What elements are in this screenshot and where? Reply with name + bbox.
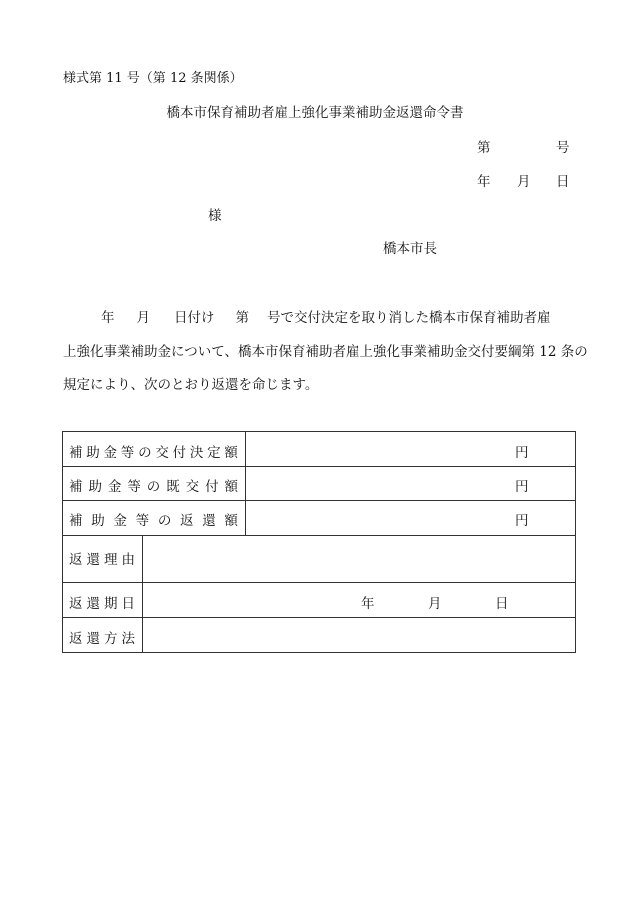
label-char: 補	[69, 513, 83, 529]
refund-due-year: 年	[361, 596, 375, 612]
label-char: 等	[127, 479, 141, 495]
row-label-already-granted-amount	[69, 475, 238, 495]
label-char: 法	[121, 631, 135, 647]
row-unit-grant-decision-amount: 円	[515, 445, 529, 461]
row-label-refund-method	[69, 627, 135, 647]
row-label-grant-decision-amount	[69, 441, 238, 461]
label-char: の	[138, 445, 152, 461]
label-char: 既	[166, 479, 180, 495]
issue-date-month: 月	[517, 174, 531, 190]
row-unit-refund-amount: 円	[515, 513, 529, 529]
label-char: 理	[104, 552, 118, 568]
label-char: 還	[86, 596, 100, 612]
row-label-refund-reason	[69, 548, 135, 568]
document-number-dai: 第	[477, 140, 491, 156]
issue-date-day: 日	[556, 174, 570, 190]
label-char: 金	[107, 479, 122, 495]
label-char: 金	[113, 513, 127, 529]
label-char: 返	[180, 513, 194, 529]
body-line-1	[63, 306, 551, 326]
refund-details-table	[62, 431, 576, 653]
label-char: 補	[69, 445, 83, 461]
label-char: 返	[69, 596, 83, 612]
label-char: 還	[202, 513, 216, 529]
label-char: 等	[135, 513, 150, 529]
label-char: 返	[69, 552, 83, 568]
document-title: 橋本市保育補助者雇上強化事業補助金返還命令書	[166, 105, 464, 121]
issuer-name: 橋本市長	[383, 241, 437, 257]
label-char: の	[146, 479, 161, 495]
body-year: 年	[101, 310, 115, 326]
label-char: 助	[88, 479, 102, 495]
label-char: 付	[205, 479, 219, 495]
body-month: 月	[136, 310, 150, 326]
label-char: 由	[121, 552, 135, 568]
body-line-3: 規定により、次のとおり返還を命じます。	[63, 377, 319, 393]
label-char: 等	[120, 445, 135, 461]
issue-date-year: 年	[477, 174, 491, 190]
label-char: 付	[172, 445, 187, 461]
label-char: 助	[91, 513, 105, 529]
body-dai: 第	[235, 310, 249, 326]
label-char: 額	[224, 479, 238, 495]
label-char: 定	[207, 445, 221, 461]
label-char: の	[157, 513, 172, 529]
label-char: 決	[189, 445, 204, 461]
label-char: 交	[185, 479, 200, 495]
label-char: 金	[103, 445, 118, 461]
body-line-2: 上強化事業補助金について、橋本市保育補助者雇上強化事業補助金交付要綱第 12 条の	[63, 344, 588, 360]
label-char: 額	[224, 513, 238, 529]
addressee-suffix: 様	[208, 208, 222, 224]
label-char: 返	[69, 631, 83, 647]
label-char: 助	[86, 445, 100, 461]
document-number-go: 号	[556, 140, 570, 156]
label-char: 期	[104, 596, 118, 612]
label-char: 還	[86, 552, 100, 568]
label-char: 額	[224, 445, 238, 461]
label-char: 方	[104, 631, 118, 647]
refund-due-month: 月	[428, 596, 442, 612]
refund-due-day: 日	[495, 596, 509, 612]
row-label-refund-amount	[69, 509, 238, 529]
body-day-tsuke: 日付け	[174, 310, 215, 326]
row-unit-already-granted-amount: 円	[515, 479, 529, 495]
row-label-refund-due-date	[69, 592, 135, 612]
form-number: 様式第 11 号（第 12 条関係）	[63, 71, 243, 86]
label-char: 日	[121, 596, 135, 612]
label-char: 還	[86, 631, 100, 647]
label-char: 補	[69, 479, 83, 495]
body-rest: 号で交付決定を取り消した橋本市保育補助者雇	[267, 310, 551, 326]
label-char: 交	[155, 445, 169, 461]
